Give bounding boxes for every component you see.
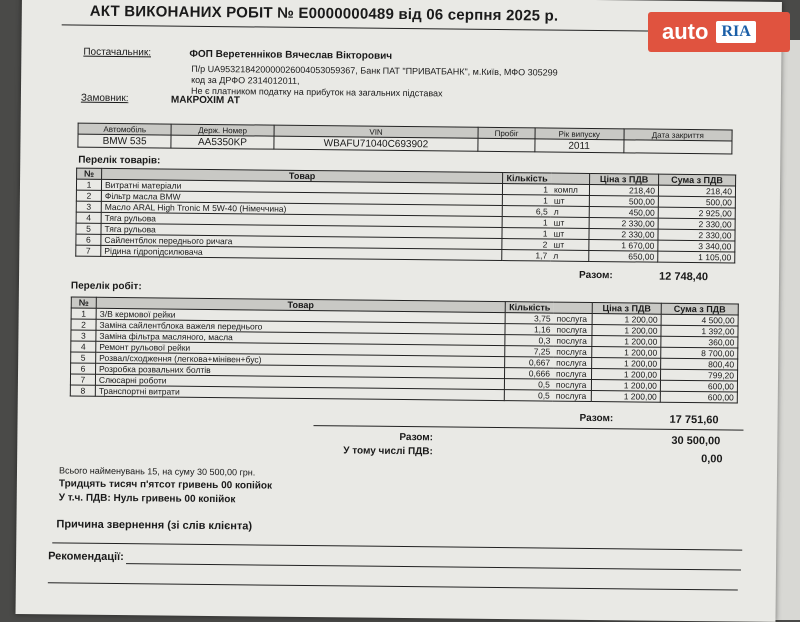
summary-total: 30 500,00 bbox=[671, 434, 721, 448]
works-cell: 7,25 bbox=[505, 346, 554, 358]
goods-cell: 1 670,00 bbox=[589, 239, 658, 251]
goods-cell: 218,40 bbox=[589, 184, 658, 196]
goods-cell: 4 bbox=[76, 212, 101, 223]
car-plate: AA5350KP bbox=[171, 135, 274, 149]
works-header: Кількість bbox=[505, 302, 554, 314]
goods-cell: л bbox=[551, 206, 590, 217]
goods-cell: 1 bbox=[502, 217, 551, 229]
works-cell: 1 bbox=[71, 308, 96, 319]
summary-count-line: Всього найменувань 15, на суму 30 500,00 грн. bbox=[58, 465, 256, 478]
goods-cell: 6,5 bbox=[502, 206, 551, 218]
goods-cell: 1 bbox=[502, 184, 551, 196]
summary-vat-label: У тому числі ПДВ: bbox=[343, 445, 433, 458]
summary-amount-words: Тридцять тисяч п'ятсот гривень 00 копійок bbox=[58, 478, 273, 492]
works-cell: 1 200,00 bbox=[591, 390, 660, 402]
watermark-auto-text: auto bbox=[662, 19, 709, 44]
car-mileage bbox=[478, 138, 535, 152]
document-title: АКТ ВИКОНАНИХ РОБІТ № E0000000489 від 06 серпня 2025 р. bbox=[89, 2, 559, 25]
works-header: Ціна з ПДВ bbox=[592, 302, 661, 314]
works-cell: Слюсарні роботи bbox=[95, 374, 504, 389]
summary-vat: 0,00 bbox=[701, 453, 723, 466]
works-cell: 5 bbox=[71, 352, 96, 363]
goods-cell: 650,00 bbox=[589, 250, 658, 262]
works-cell: 600,00 bbox=[660, 391, 737, 403]
goods-heading: Перелік товарів: bbox=[78, 154, 161, 167]
recommendations-label: Рекомендації: bbox=[48, 550, 124, 564]
works-cell: З/В кермової рейки bbox=[96, 308, 505, 323]
works-cell: 1 200,00 bbox=[591, 368, 660, 380]
works-header: Сума з ПДВ bbox=[661, 303, 738, 315]
works-cell: 3,75 bbox=[505, 313, 554, 325]
goods-cell: 1 bbox=[76, 179, 101, 190]
watermark-ria-text: RIA bbox=[716, 21, 755, 43]
goods-cell: 500,00 bbox=[589, 195, 658, 207]
goods-cell: 1 105,00 bbox=[658, 251, 735, 263]
works-header: Товар bbox=[96, 297, 505, 312]
goods-header: № bbox=[77, 168, 102, 179]
works-cell: 1 200,00 bbox=[592, 313, 661, 325]
works-cell: 800,40 bbox=[661, 358, 738, 370]
works-cell: послуга bbox=[553, 335, 592, 346]
car-header: Дата закриття bbox=[624, 129, 733, 141]
works-cell: 1 200,00 bbox=[592, 357, 661, 369]
recommendations-line bbox=[126, 563, 741, 570]
supplier-code: код за ДРФО 2314012011, bbox=[191, 74, 300, 86]
works-cell: 8 700,00 bbox=[661, 347, 738, 359]
goods-cell: 5 bbox=[76, 223, 101, 234]
works-cell: послуга bbox=[553, 346, 592, 357]
works-cell: послуга bbox=[553, 324, 592, 335]
goods-cell: Витратні матеріали bbox=[101, 179, 502, 194]
supplier-name: ФОП Веретенніков Вячеслав Вікторович bbox=[189, 48, 393, 62]
supplier-label: Постачальник: bbox=[83, 46, 152, 59]
works-cell: Заміна фільтра масляного, масла bbox=[96, 330, 505, 345]
works-cell: 0,3 bbox=[505, 335, 554, 347]
goods-cell: 7 bbox=[76, 245, 101, 256]
works-total: 17 751,60 bbox=[669, 413, 719, 427]
works-cell: 1 200,00 bbox=[592, 335, 661, 347]
works-cell: Заміна сайлентблока важеля переднього bbox=[96, 319, 505, 334]
goods-cell: 3 340,00 bbox=[658, 240, 735, 252]
works-cell: Розвал/сходження (легкова+мінівен+бус) bbox=[96, 352, 505, 367]
car-vin: WBAFU71040C693902 bbox=[274, 136, 478, 151]
works-cell: 1 200,00 bbox=[592, 324, 661, 336]
works-cell: 1 392,00 bbox=[661, 325, 738, 337]
goods-cell: 450,00 bbox=[589, 206, 658, 218]
goods-cell: 2 bbox=[76, 190, 101, 201]
car-header: Пробіг bbox=[478, 127, 535, 139]
goods-cell: 1 bbox=[502, 195, 551, 207]
works-cell: 4 500,00 bbox=[661, 314, 738, 326]
works-cell: 0,667 bbox=[505, 357, 554, 369]
car-header: Рік випуску bbox=[535, 128, 624, 140]
goods-cell: л bbox=[550, 250, 589, 261]
goods-cell: Масло ARAL High Tronic M 5W-40 (Німеччина) bbox=[101, 201, 502, 216]
goods-cell: шт bbox=[550, 228, 589, 239]
works-cell: послуга bbox=[553, 379, 592, 390]
goods-total-label: Разом: bbox=[579, 269, 613, 282]
works-cell: послуга bbox=[554, 313, 593, 324]
customer-label: Замовник: bbox=[80, 92, 129, 105]
works-cell: 7 bbox=[70, 374, 95, 385]
car-model: BMW 535 bbox=[78, 134, 171, 148]
goods-cell: 500,00 bbox=[658, 196, 735, 208]
works-cell: 3 bbox=[71, 330, 96, 341]
works-cell: Ремонт рульової рейки bbox=[96, 341, 505, 356]
goods-cell: Рідина гідропідсилювача bbox=[101, 245, 502, 260]
car-header: VIN bbox=[274, 125, 478, 138]
reason-line bbox=[52, 542, 742, 550]
goods-cell: 6 bbox=[76, 234, 101, 245]
works-cell: 360,00 bbox=[661, 336, 738, 348]
goods-table bbox=[75, 168, 736, 264]
works-total-label: Разом: bbox=[579, 412, 614, 425]
works-cell: 0,5 bbox=[504, 390, 553, 402]
works-cell: 4 bbox=[71, 341, 96, 352]
works-cell: 0,5 bbox=[504, 379, 553, 391]
goods-cell: 2 330,00 bbox=[658, 229, 735, 241]
works-cell: 1 200,00 bbox=[591, 379, 660, 391]
recommendations-line bbox=[48, 582, 738, 590]
customer-name: МАКРОХІМ АТ bbox=[170, 94, 240, 107]
works-cell: 799,20 bbox=[660, 369, 737, 381]
car-header: Автомобіль bbox=[78, 123, 171, 135]
works-header bbox=[554, 302, 593, 313]
goods-header: Кількість bbox=[503, 173, 552, 185]
goods-header bbox=[551, 173, 590, 184]
goods-cell: Фільтр масла BMW bbox=[101, 190, 502, 205]
summary-vat-words: У т.ч. ПДВ: Нуль гривень 00 копійок bbox=[58, 492, 236, 506]
works-cell: 2 bbox=[71, 319, 96, 330]
works-cell: 1 200,00 bbox=[592, 346, 661, 358]
car-close-date bbox=[623, 140, 732, 154]
goods-header: Товар bbox=[102, 168, 503, 183]
works-cell: послуга bbox=[553, 368, 592, 379]
goods-header: Сума з ПДВ bbox=[659, 174, 736, 186]
goods-cell: Тяга рульова bbox=[101, 212, 502, 227]
works-heading: Перелік робіт: bbox=[70, 280, 142, 293]
goods-cell: 3 bbox=[76, 201, 101, 212]
goods-total: 12 748,40 bbox=[659, 270, 709, 284]
goods-cell: 2 330,00 bbox=[589, 228, 658, 240]
goods-cell: Сайлентблок переднього ричага bbox=[101, 234, 502, 249]
works-cell: послуга bbox=[553, 390, 592, 401]
goods-cell: 1,7 bbox=[502, 250, 551, 262]
supplier-tax-note: Не є платником податку на прибуток на загальних підставах bbox=[190, 85, 443, 99]
goods-cell: 2 bbox=[502, 239, 551, 251]
works-cell: Транспортні витрати bbox=[95, 385, 504, 400]
works-cell: послуга bbox=[553, 357, 592, 368]
goods-cell: 1 bbox=[502, 228, 551, 240]
works-cell: 600,00 bbox=[660, 380, 737, 392]
supplier-account: П/р UA953218420000026004053059367, Банк ПАТ "ПРИВАТБАНК", м.Київ, МФО 305299 bbox=[191, 63, 558, 78]
goods-cell: 2 330,00 bbox=[589, 217, 658, 229]
goods-cell: Тяга рульова bbox=[101, 223, 502, 238]
works-cell: 0,666 bbox=[504, 368, 553, 380]
goods-cell: компл bbox=[551, 184, 590, 195]
document-page bbox=[16, 0, 782, 622]
works-cell: Розробка розвальних болтів bbox=[96, 363, 505, 378]
goods-header: Ціна з ПДВ bbox=[590, 173, 659, 185]
goods-cell: 2 330,00 bbox=[658, 218, 735, 230]
summary-total-label: Разом: bbox=[399, 431, 434, 444]
works-header: № bbox=[71, 297, 96, 308]
goods-cell: 218,40 bbox=[658, 185, 735, 197]
goods-cell: шт bbox=[550, 239, 589, 250]
works-cell: 8 bbox=[70, 385, 95, 396]
car-year: 2011 bbox=[535, 139, 624, 153]
goods-cell: 2 925,00 bbox=[658, 207, 735, 219]
reason-label: Причина звернення (зі слів клієнта) bbox=[56, 518, 253, 533]
goods-cell: шт bbox=[551, 195, 590, 206]
works-table bbox=[70, 297, 739, 404]
autoria-watermark bbox=[648, 12, 790, 52]
works-cell: 6 bbox=[71, 363, 96, 374]
car-header: Держ. Номер bbox=[171, 124, 274, 136]
works-cell: 1,16 bbox=[505, 324, 554, 336]
car-table bbox=[77, 123, 732, 155]
goods-cell: шт bbox=[551, 217, 590, 228]
